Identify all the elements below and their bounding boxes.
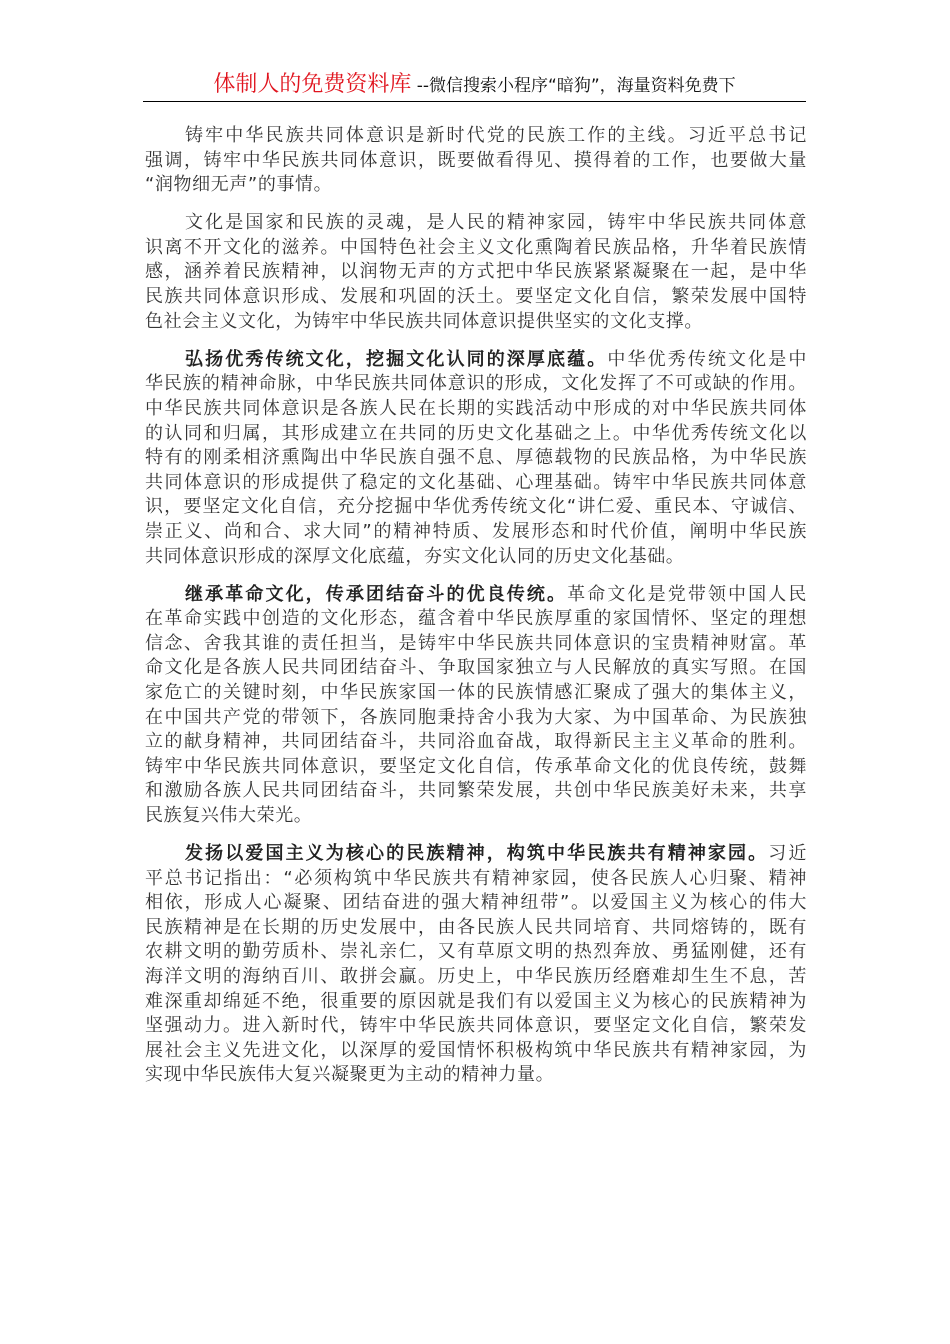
header-brand: 体制人的免费资料库 bbox=[213, 72, 412, 97]
line-text: 坚强动力。进入新时代，铸牢中华民族共同体意识，要坚定文化自信，繁荣发 bbox=[145, 1015, 807, 1037]
text-line bbox=[145, 1014, 807, 1039]
text-line bbox=[145, 755, 807, 780]
line-text: 的认同和归属，其形成建立在共同的历史文化基础之上。中华优秀传统文化以 bbox=[145, 422, 807, 444]
line-text: “润物细无声”的事情。 bbox=[145, 174, 333, 196]
line-text: 和激励各族人民共同团结奋斗，共同繁荣发展，共创中华民族美好未来，共享 bbox=[145, 780, 807, 802]
line-text: 在中国共产党的带领下，各族同胞秉持舍小我为大家、为中国革命、为民族独 bbox=[145, 706, 807, 728]
text-line bbox=[145, 236, 807, 261]
line-text: 民族共同体意识形成、发展和巩固的沃土。要坚定文化自信，繁荣发展中国特 bbox=[145, 286, 807, 308]
text-line bbox=[145, 1063, 807, 1088]
text-line bbox=[145, 545, 807, 570]
text-line bbox=[145, 730, 807, 755]
paragraph-heading: 弘扬优秀传统文化，挖掘文化认同的深厚底蕴。 bbox=[185, 348, 608, 370]
line-text: 色社会主义文化，为铸牢中华民族共同体意识提供坚实的文化支撑。 bbox=[145, 310, 703, 332]
line-text: 习近 bbox=[768, 843, 807, 865]
text-line bbox=[145, 422, 807, 447]
text-line bbox=[145, 471, 807, 496]
text-line bbox=[145, 804, 807, 829]
line-text: 难深重却绵延不绝，很重要的原因就是我们有以爱国主义为核心的民族精神为 bbox=[145, 990, 807, 1012]
document-body bbox=[145, 124, 807, 1101]
text-line bbox=[145, 583, 807, 608]
paragraph bbox=[145, 124, 807, 198]
text-line bbox=[145, 916, 807, 941]
text-line bbox=[145, 211, 807, 236]
line-text: 命文化是各族人民共同团结奋斗、争取国家独立与人民解放的真实写照。在国 bbox=[145, 657, 807, 679]
line-text: 识离不开文化的滋养。中国特色社会主义文化熏陶着民族品格，升华着民族情 bbox=[145, 236, 807, 258]
line-text: 特有的刚柔相济熏陶出中华民族自强不息、厚德载物的民族品格，为中华民族 bbox=[145, 447, 807, 469]
paragraph bbox=[145, 583, 807, 829]
line-text: 共同体意识的形成提供了稳定的文化基础、心理基础。铸牢中华民族共同体意 bbox=[145, 471, 807, 493]
text-line bbox=[145, 149, 807, 174]
line-text: 平总书记指出：“必须构筑中华民族共有精神家园，使各民族人心归聚、精神 bbox=[145, 867, 807, 889]
line-text: 立的献身精神，共同团结奋斗，共同浴血奋战，取得新民主主义革命的胜利。 bbox=[145, 731, 807, 753]
text-line bbox=[145, 607, 807, 632]
line-text: 民族精神是在长期的历史发展中，由各民族人民共同培育、共同熔铸的，既有 bbox=[145, 916, 807, 938]
line-text: 家危亡的关键时刻，中华民族家国一体的民族情感汇聚成了强大的集体主义， bbox=[145, 681, 807, 703]
line-text: 革命文化是党带领中国人民 bbox=[567, 583, 807, 605]
line-text: 文化是国家和民族的灵魂，是人民的精神家园，铸牢中华民族共同体意 bbox=[185, 212, 807, 234]
text-line bbox=[145, 124, 807, 149]
paragraph bbox=[145, 842, 807, 1088]
text-line bbox=[145, 891, 807, 916]
line-text: 感，涵养着民族精神，以润物无声的方式把中华民族紧紧凝聚在一起，是中华 bbox=[145, 261, 807, 283]
text-line bbox=[145, 348, 807, 373]
text-line bbox=[145, 520, 807, 545]
line-text: 在革命实践中创造的文化形态，蕴含着中华民族厚重的家国情怀、坚定的理想 bbox=[145, 608, 807, 630]
text-line bbox=[145, 260, 807, 285]
line-text: 民族复兴伟大荣光。 bbox=[145, 804, 313, 826]
text-line bbox=[145, 285, 807, 310]
line-text: 展社会主义先进文化，以深厚的爱国情怀积极构筑中华民族共有精神家园，为 bbox=[145, 1039, 807, 1061]
header-tagline: --微信搜索小程序“暗狗”，海量资料免费下 bbox=[411, 76, 736, 96]
line-text: 铸牢中华民族共同体意识是新时代党的民族工作的主线。习近平总书记 bbox=[185, 125, 807, 146]
text-line bbox=[145, 656, 807, 681]
paragraph bbox=[145, 211, 807, 334]
text-line bbox=[145, 495, 807, 520]
text-line bbox=[145, 867, 807, 892]
text-line bbox=[145, 446, 807, 471]
line-text: 相依，形成人心凝聚、团结奋进的强大精神纽带”。以爱国主义为核心的伟大 bbox=[145, 892, 807, 914]
line-text: 中华优秀传统文化是中 bbox=[607, 348, 807, 370]
paragraph bbox=[145, 348, 807, 569]
line-text: 共同体意识形成的深厚文化底蕴，夯实文化认同的历史文化基础。 bbox=[145, 545, 685, 567]
line-text: 强调，铸牢中华民族共同体意识，既要做看得见、摸得着的工作，也要做大量 bbox=[145, 149, 807, 171]
text-line bbox=[145, 940, 807, 965]
line-text: 崇正义、尚和合、求大同”的精神特质、发展形态和时代价值，阐明中华民族 bbox=[145, 520, 807, 542]
text-line bbox=[145, 310, 807, 335]
text-line bbox=[145, 173, 807, 198]
line-text: 信念、舍我其谁的责任担当，是铸牢中华民族共同体意识的宝贵精神财富。革 bbox=[145, 632, 807, 654]
text-line bbox=[145, 842, 807, 867]
text-line bbox=[145, 1039, 807, 1064]
text-line bbox=[145, 706, 807, 731]
paragraph-heading: 发扬以爱国主义为核心的民族精神，构筑中华民族共有精神家园。 bbox=[185, 843, 769, 865]
line-text: 华民族的精神命脉，中华民族共同体意识的形成，文化发挥了不可或缺的作用。 bbox=[145, 373, 807, 395]
text-line bbox=[145, 632, 807, 657]
line-text: 识，要坚定文化自信，充分挖掘中华优秀传统文化“讲仁爱、重民本、守诚信、 bbox=[145, 496, 807, 518]
paragraph-heading: 继承革命文化，传承团结奋斗的优良传统。 bbox=[185, 583, 568, 605]
text-line bbox=[145, 990, 807, 1015]
text-line bbox=[145, 372, 807, 397]
page-header bbox=[143, 70, 806, 102]
text-line bbox=[145, 779, 807, 804]
line-text: 实现中华民族伟大复兴凝聚更为主动的精神力量。 bbox=[145, 1064, 555, 1086]
text-line bbox=[145, 965, 807, 990]
line-text: 铸牢中华民族共同体意识，要坚定文化自信，传承革命文化的优良传统，鼓舞 bbox=[145, 755, 807, 777]
line-text: 海洋文明的海纳百川、敢拼会赢。历史上，中华民族历经磨难却生生不息，苦 bbox=[145, 966, 807, 987]
text-line bbox=[145, 397, 807, 422]
text-line bbox=[145, 681, 807, 706]
line-text: 农耕文明的勤劳质朴、崇礼亲仁，又有草原文明的热烈奔放、勇猛刚健，还有 bbox=[145, 941, 807, 963]
line-text: 中华民族共同体意识是各族人民在长期的实践活动中形成的对中华民族共同体 bbox=[145, 397, 807, 419]
